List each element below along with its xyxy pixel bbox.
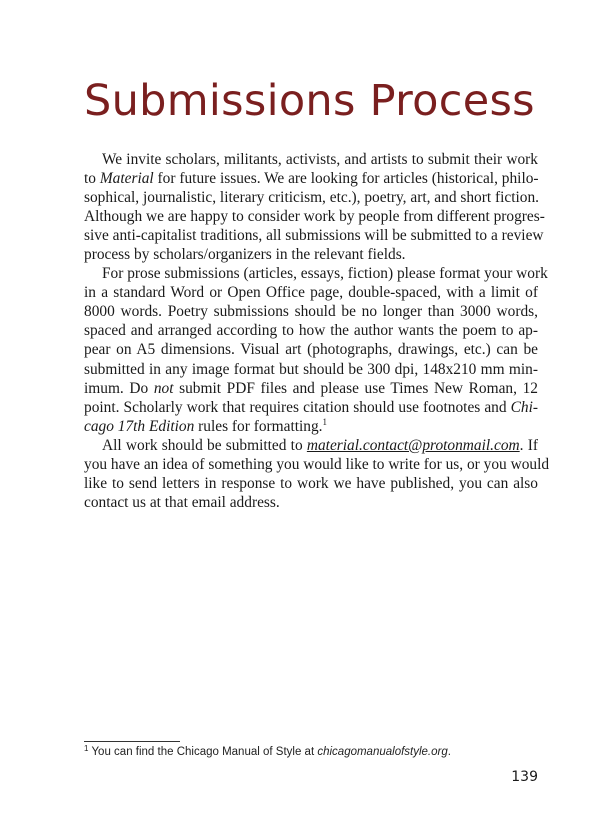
- footnote-divider: [84, 741, 180, 742]
- text-run: rules for formatting.: [194, 417, 323, 435]
- paragraph-3-line: like to send letters in response to work we have published, you can also: [84, 474, 538, 492]
- paragraph-2-line: [84, 417, 538, 436]
- text-run: . If: [519, 436, 538, 454]
- footnote-site: chicagomanualofstyle.org: [317, 746, 448, 758]
- style-guide-name: Chi-: [510, 398, 538, 416]
- paragraph-3-line: you have an idea of something you would like to write for us, or you would: [84, 455, 550, 473]
- page-number: 139: [511, 769, 538, 785]
- page-title: Submissions Process: [84, 76, 535, 126]
- paragraph-2-line: pear on A5 dimensions. Visual art (photographs, drawings, etc.) can be: [84, 341, 538, 359]
- paragraph-1-line: We invite scholars, militants, activists, and artists to submit their work: [102, 151, 538, 168]
- paragraph-1-line: Although we are happy to consider work by people from different progres-: [84, 208, 545, 226]
- paragraph-1-line: [84, 169, 538, 188]
- paragraph-1-line: sive anti-capitalist traditions, all submissions will be submitted to a review: [84, 227, 544, 245]
- text-run: for future issues. We are looking for articles (historical, philo-: [153, 170, 539, 188]
- paragraph-2-line: submitted in any image format but should be 300 dpi, 148x210 mm min-: [84, 360, 538, 378]
- footnote-text: You can find the Chicago Manual of Style at: [88, 746, 318, 758]
- emphasis: not: [153, 379, 174, 397]
- footnote: [84, 746, 544, 758]
- paragraph-2-line: [84, 398, 538, 417]
- text-run: All work should be submitted to: [102, 436, 307, 454]
- text-run: to: [84, 170, 100, 188]
- email-link[interactable]: material.contact@protonmail.com: [306, 436, 520, 454]
- text-run: submit PDF files and please use Times New Roman, 12: [173, 379, 538, 397]
- journal-name: Material: [99, 170, 154, 188]
- text-run: imum. Do: [84, 379, 154, 397]
- paragraph-1-line: sophical, journalistic, literary criticism, etc.), poetry, art, and short fiction.: [84, 189, 540, 207]
- text-run: point. Scholarly work that requires citation should use footnotes and: [84, 398, 511, 416]
- paragraph-2-line: 8000 words. Poetry submissions should be no longer than 3000 words,: [84, 303, 538, 321]
- footnote-number: 1: [84, 744, 89, 753]
- paragraph-2-line: [84, 379, 538, 398]
- body-text: [84, 150, 550, 512]
- paragraph-2-line: For prose submissions (articles, essays, fiction) please format your work: [102, 265, 548, 283]
- paragraph-3-line: [84, 436, 538, 455]
- paragraph-1-line: process by scholars/organizers in the relevant fields.: [84, 246, 406, 264]
- paragraph-2-line: spaced and arranged according to how the author wants the poem to ap-: [84, 322, 538, 340]
- paragraph-2-line: in a standard Word or Open Office page, double-spaced, with a limit of: [84, 284, 538, 302]
- style-guide-name: cago 17th Edition: [84, 417, 195, 435]
- paragraph-3-line: contact us at that email address.: [84, 493, 280, 511]
- footnote-end: .: [447, 746, 451, 758]
- footnote-marker[interactable]: 1: [322, 416, 328, 427]
